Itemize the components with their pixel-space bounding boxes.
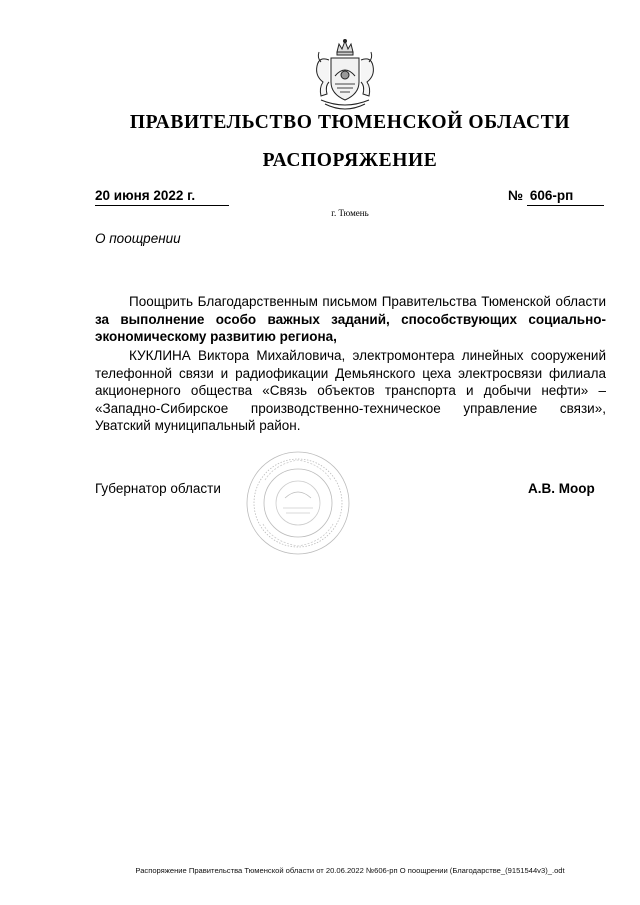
p1-bold-text: за выполнение особо важных заданий, способствующих социально-экономическому развитию региона, <box>95 311 606 344</box>
coat-of-arms-icon <box>307 38 383 118</box>
p1-regular-text: Поощрить Благодарственным письмом Правительства Тюменской области <box>129 294 606 309</box>
document-number <box>508 188 604 206</box>
document-subject: О поощрении <box>95 231 181 246</box>
signature-position: Губернатор области <box>95 481 221 496</box>
document-type-title: РАСПОРЯЖЕНИЕ <box>262 150 438 171</box>
document-footer: Распоряжение Правительства Тюменской области от 20.06.2022 №606-рп О поощрении (Благодарстве_(9151544v3)_.odt <box>135 866 565 875</box>
official-seal-icon <box>245 450 351 556</box>
number-sign: № <box>508 188 524 203</box>
body-paragraph-2: КУКЛИНА Виктора Михайловича, электромонтера линейных сооружений телефонной связи и радиофикации Демьянского цеха электросвязи филиала акционерного общества «Связь объектов транспорта и добычи нефти» – «Западно-Сибирское производственно-техническое управление связи», Уватский муниципальный район. <box>95 348 606 433</box>
number-value: 606-рп <box>527 188 604 206</box>
city-label: г. Тюмень <box>331 208 369 218</box>
document-date: 20 июня 2022 г. <box>95 188 229 206</box>
government-title: ПРАВИТЕЛЬСТВО ТЮМЕНСКОЙ ОБЛАСТИ <box>129 112 571 133</box>
signature-name: А.В. Моор <box>528 481 595 496</box>
body-paragraph-1 <box>95 293 606 346</box>
